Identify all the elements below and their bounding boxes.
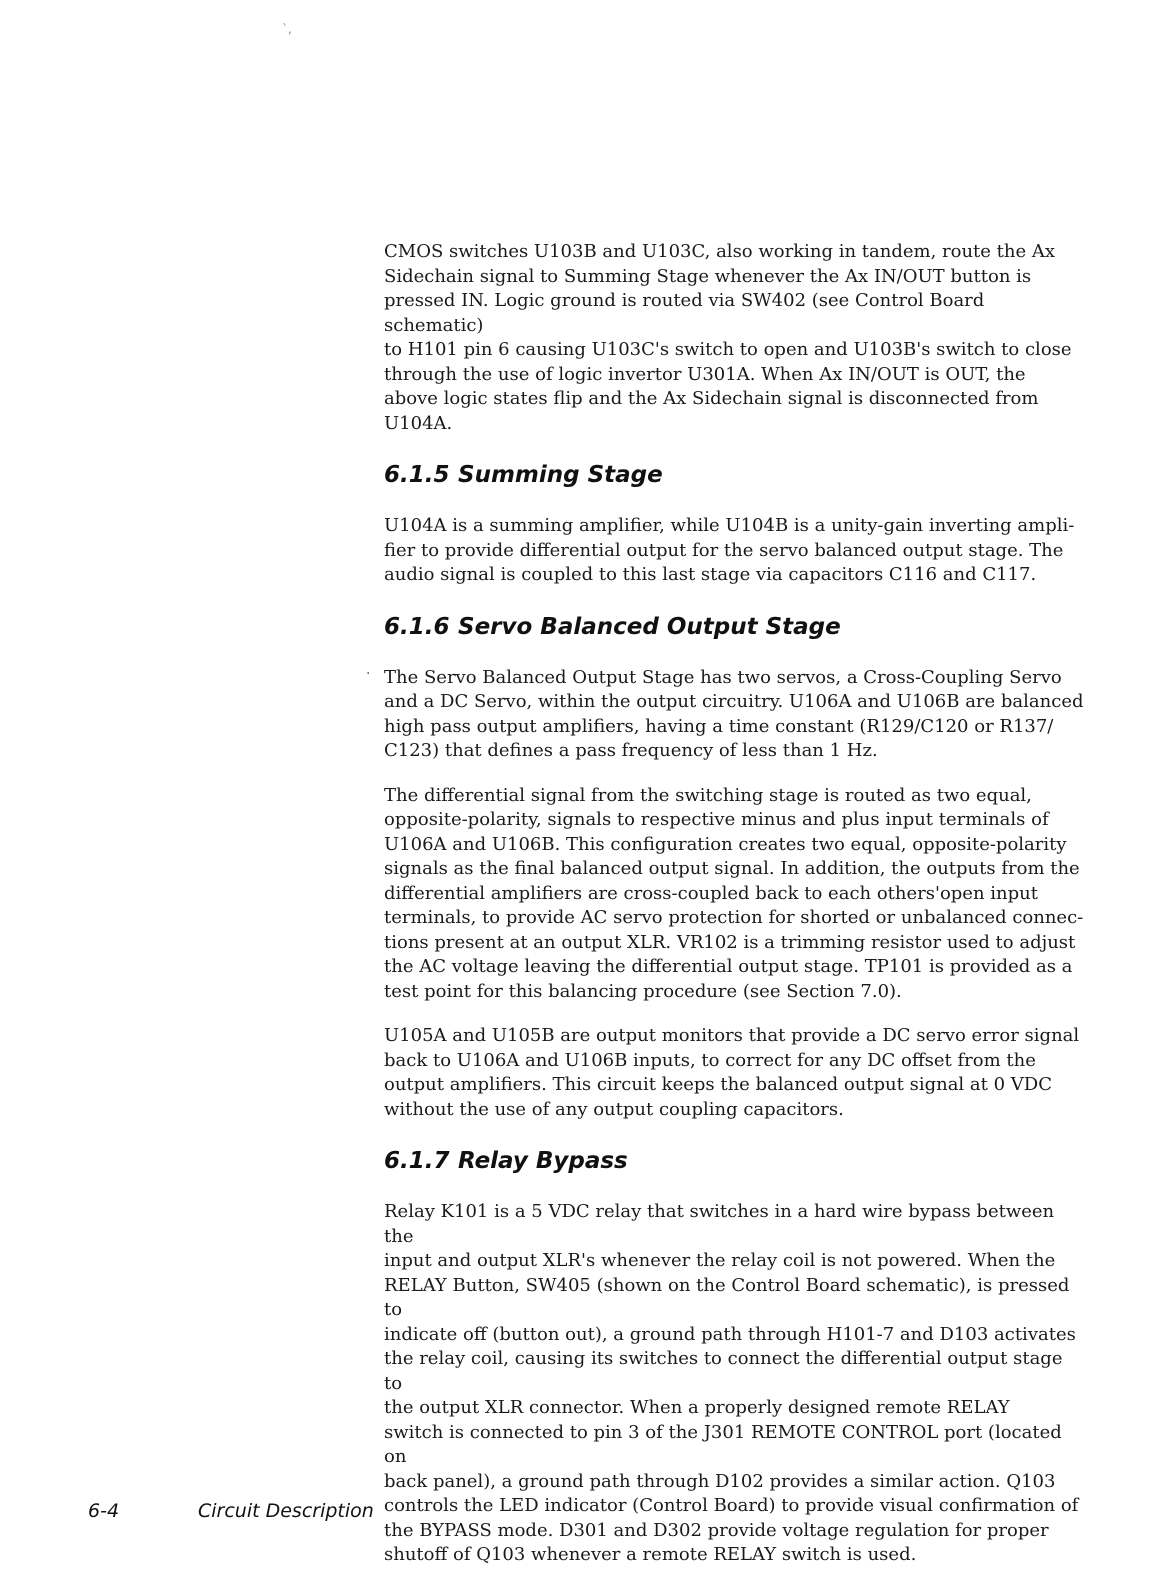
scan-speck: `, <box>282 22 292 36</box>
section-title: Servo Balanced Output Stage <box>458 613 841 640</box>
page-footer <box>88 1500 374 1522</box>
section-heading-relay-bypass <box>384 1148 1084 1174</box>
paragraph-cmos-switches: CMOS switches U103B and U103C, also working in tandem, route the Ax Sidechain signal to Summing Stage whenever the Ax IN/OUT button is pressed IN. Logic ground is routed via SW402 (see Control Board schematic) to H101 pin 6 causing U103C's switch to open and U103B's switch to close through the use of logic invertor U301A. When Ax IN/OUT is OUT, the above logic states flip and the Ax Sidechain signal is disconnected from U104A. <box>384 241 1072 434</box>
paragraph-summing-amplifier: U104A is a summing amplifier, while U104B is a unity-gain inverting ampli- fier to provide differential output for the servo balanced output stage. The audio signal is coupled to this last stage via capacitors C116 and C117. <box>384 515 1075 585</box>
footer-section-title: Circuit Description <box>198 1500 374 1522</box>
page-body <box>366 240 1084 1568</box>
section-heading-summing-stage <box>384 462 1084 488</box>
paragraph-output-monitors: U105A and U105B are output monitors that provide a DC servo error signal back to U106A and U106B inputs, to correct for any DC offset from the output amplifiers. This circuit keeps the balanced output signal at 0 VDC without the use of any output coupling capacitors. <box>384 1025 1080 1120</box>
paragraph-relay-k101: Relay K101 is a 5 VDC relay that switches in a hard wire bypass between the input and output XLR's whenever the relay coil is not powered. When the RELAY Button, SW405 (shown on the Control Board schematic), is pressed to indicate off (button out), a ground path through H101-7 and D103 activates the relay coil, causing its switches to connect the differential output stage to the output XLR connector. When a properly designed remote RELAY switch is connected to pin 3 of the J301 REMOTE CONTROL port (located on back panel), a ground path through D102 provides a similar action. Q103 controls the LED indicator (Control Board) to provide visual confirmation of the BYPASS mode. D301 and D302 provide voltage regulation for proper shutoff of Q103 whenever a remote RELAY switch is used. <box>384 1201 1079 1565</box>
scan-mark: · <box>366 665 371 682</box>
section-title: Relay Bypass <box>458 1148 628 1174</box>
section-number: 6.1.7 <box>384 1148 450 1174</box>
paragraph-servo-balanced: The Servo Balanced Output Stage has two servos, a Cross-Coupling Servo and a DC Servo, within the output circuitry. U106A and U106B are balanced high pass output amplifiers, having a time constant (R129/C120 or R137/ C123) that defines a pass frequency of less than 1 Hz. <box>384 666 1084 761</box>
page-number: 6-4 <box>88 1500 120 1522</box>
section-heading-servo-balanced-output <box>384 614 1084 640</box>
section-number: 6.1.6 <box>384 613 450 640</box>
servo-paragraph-wrapper <box>366 665 1084 764</box>
section-number: 6.1.5 <box>384 462 450 488</box>
paragraph-differential-signal: The differential signal from the switching stage is routed as two equal, opposite-polarity, signals to respective minus and plus input terminals of U106A and U106B. This configuration creates two equal, opposite-polarity signals as the final balanced output signal. In addition, the outputs from the differential amplifiers are cross-coupled back to each others'open input terminals, to provide AC servo protection for shorted or unbalanced connec- tions present at an output XLR. VR102 is a trimming resistor used to adjust the AC voltage leaving the differential output stage. TP101 is provided as a test point for this balancing procedure (see Section 7.0). <box>384 784 1084 1002</box>
section-title: Summing Stage <box>458 462 663 488</box>
